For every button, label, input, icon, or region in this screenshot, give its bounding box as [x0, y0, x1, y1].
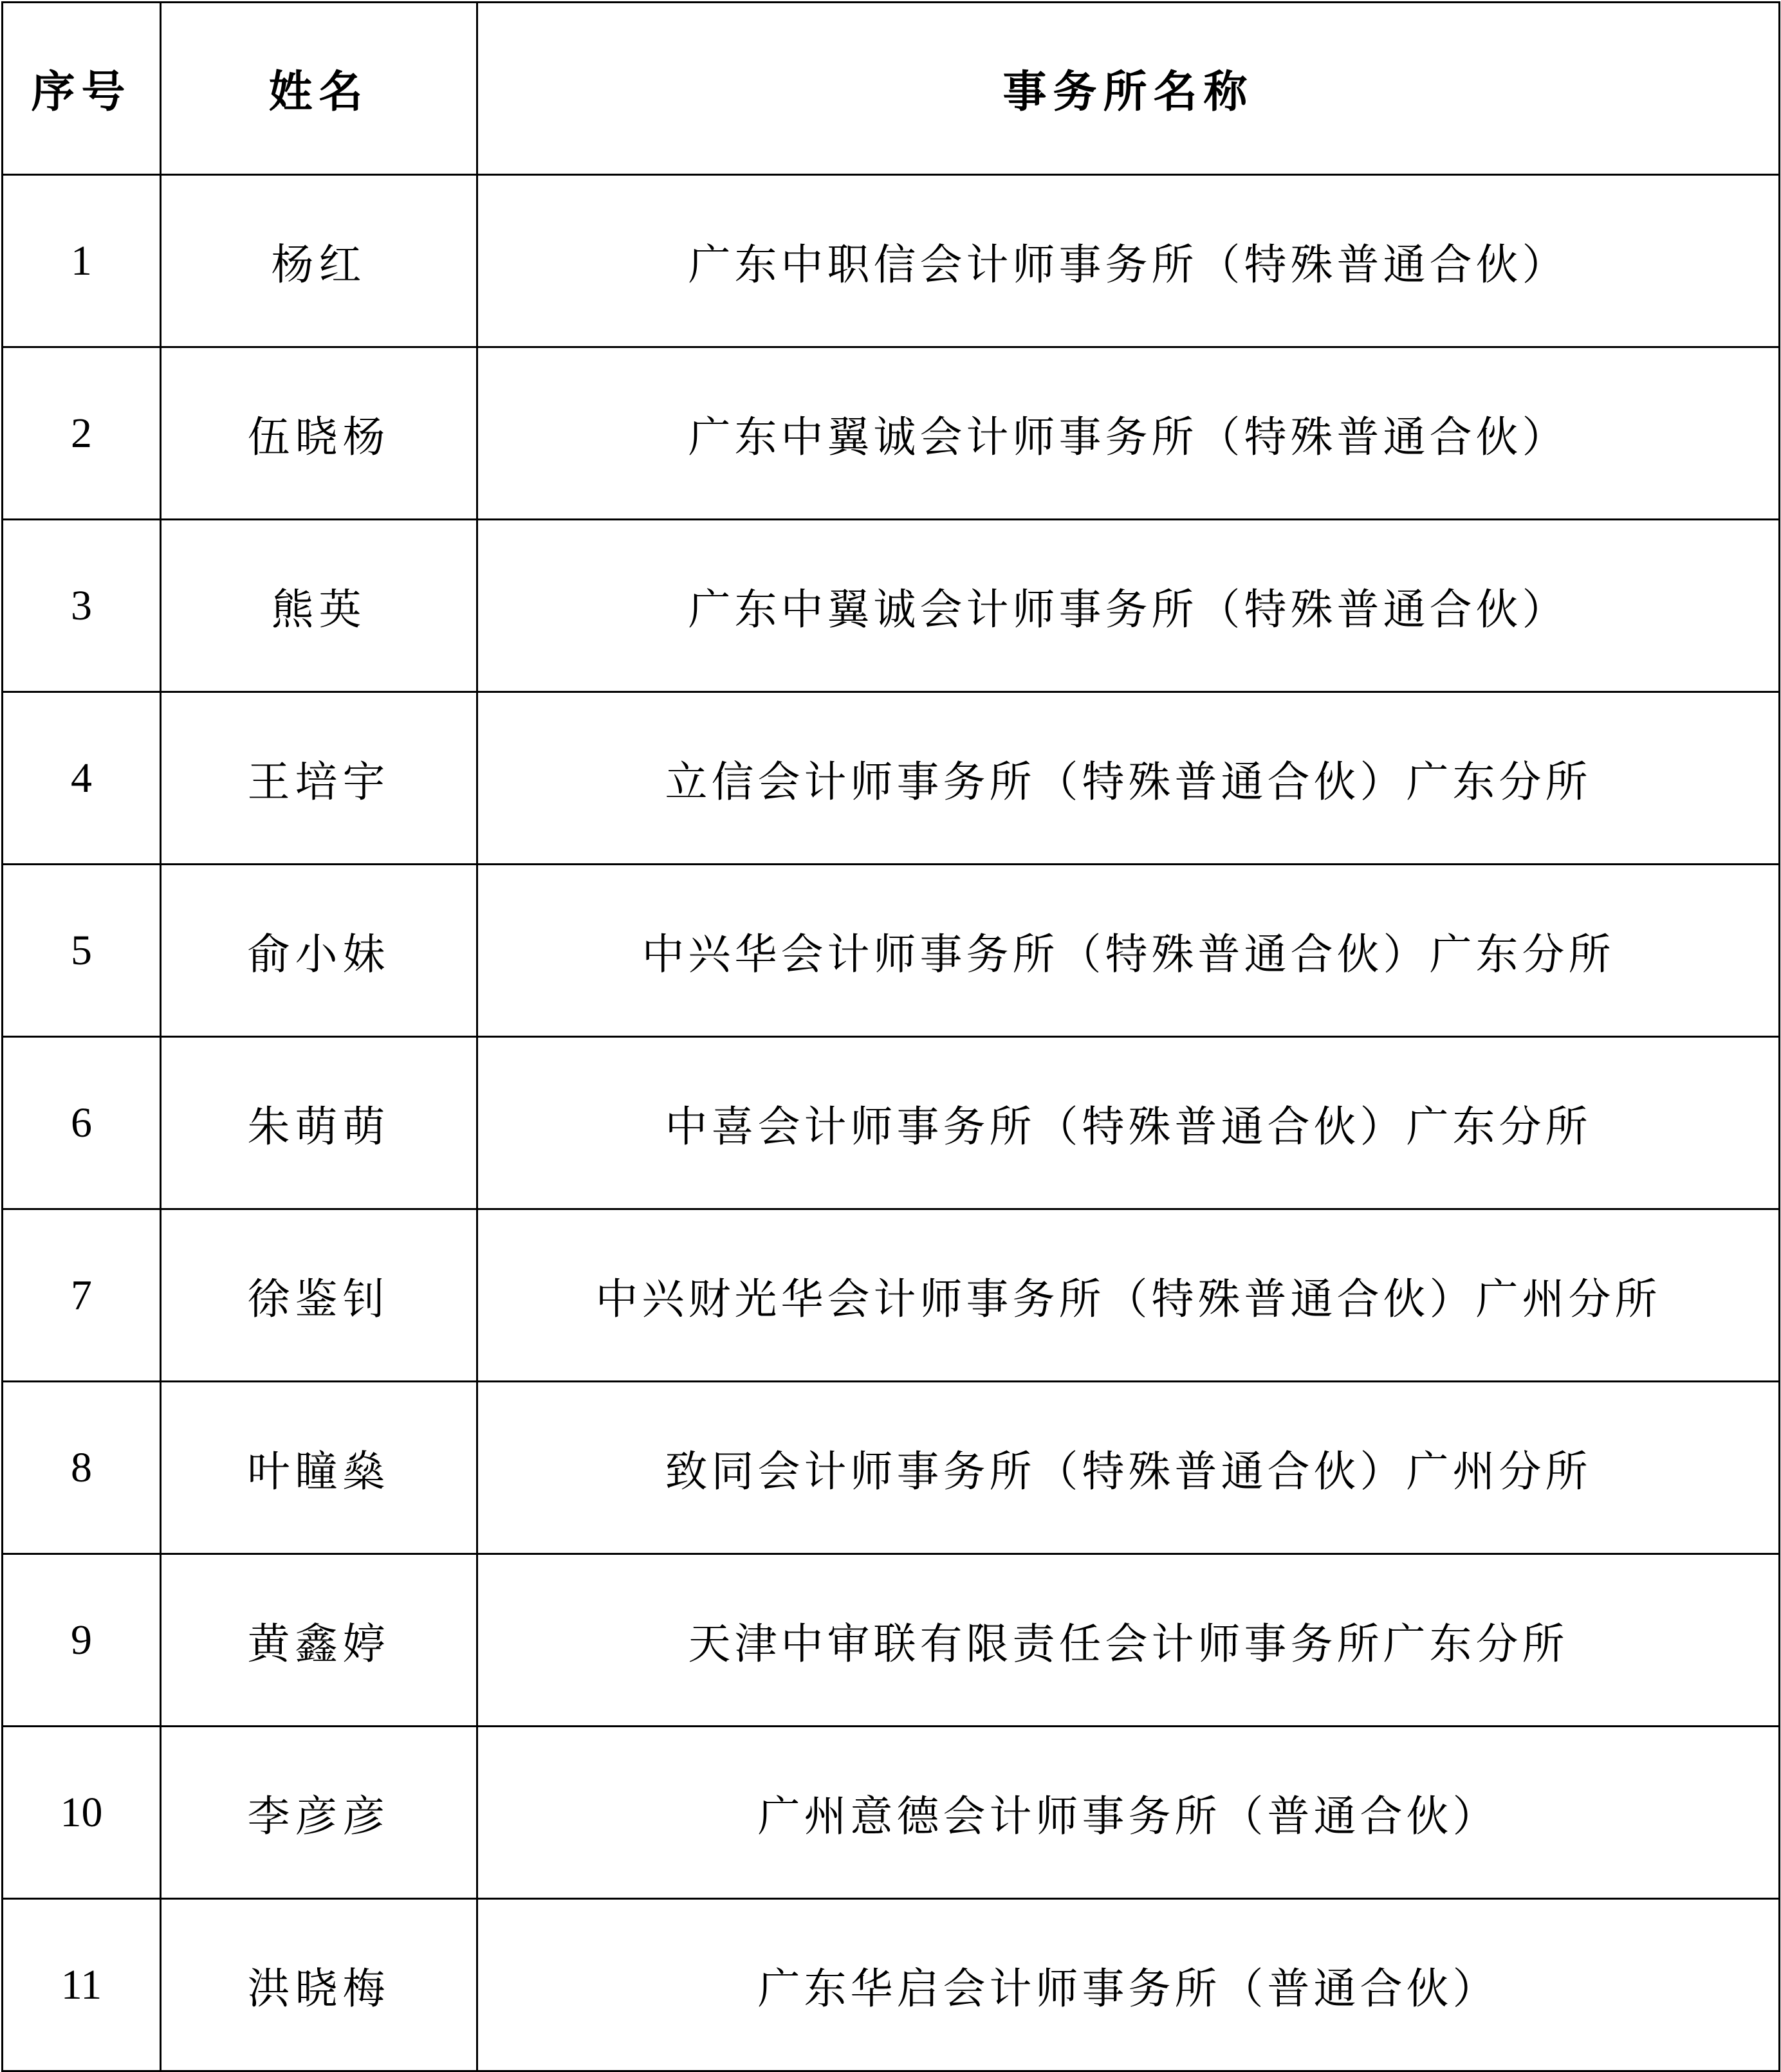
- cell-firm: 中喜会计师事务所（特殊普通合伙）广东分所: [477, 1037, 1780, 1209]
- table-row: [3, 1037, 1780, 1209]
- cell-name: 徐鉴钊: [161, 1209, 477, 1382]
- cell-firm: 立信会计师事务所（特殊普通合伙）广东分所: [477, 692, 1780, 865]
- cell-firm: 广东中翼诚会计师事务所（特殊普通合伙）: [477, 347, 1780, 520]
- cell-firm: 致同会计师事务所（特殊普通合伙）广州分所: [477, 1382, 1780, 1554]
- table-row: [3, 1382, 1780, 1554]
- header-name: 姓名: [161, 3, 477, 175]
- cell-name: 李彦彦: [161, 1727, 477, 1899]
- table-row: [3, 520, 1780, 692]
- cell-index: 4: [3, 692, 161, 865]
- header-firm: 事务所名称: [477, 3, 1780, 175]
- cell-firm: 天津中审联有限责任会计师事务所广东分所: [477, 1554, 1780, 1727]
- cell-index: 2: [3, 347, 161, 520]
- cell-index: 7: [3, 1209, 161, 1382]
- accountant-table: [1, 1, 1780, 2072]
- header-index: 序号: [3, 3, 161, 175]
- cell-firm: 广东华启会计师事务所（普通合伙）: [477, 1899, 1780, 2071]
- cell-index: 5: [3, 865, 161, 1037]
- cell-name: 朱萌萌: [161, 1037, 477, 1209]
- cell-index: 11: [3, 1899, 161, 2071]
- cell-index: 6: [3, 1037, 161, 1209]
- cell-name: 杨红: [161, 175, 477, 347]
- cell-firm: 中兴财光华会计师事务所（特殊普通合伙）广州分所: [477, 1209, 1780, 1382]
- cell-firm: 广东中翼诚会计师事务所（特殊普通合伙）: [477, 520, 1780, 692]
- cell-index: 1: [3, 175, 161, 347]
- table-header-row: [3, 3, 1780, 175]
- cell-name: 俞小妹: [161, 865, 477, 1037]
- cell-index: 8: [3, 1382, 161, 1554]
- cell-index: 9: [3, 1554, 161, 1727]
- cell-firm: 中兴华会计师事务所（特殊普通合伙）广东分所: [477, 865, 1780, 1037]
- cell-name: 伍晓杨: [161, 347, 477, 520]
- table-row: [3, 865, 1780, 1037]
- cell-name: 洪晓梅: [161, 1899, 477, 2071]
- cell-name: 王培宇: [161, 692, 477, 865]
- table-row: [3, 1727, 1780, 1899]
- cell-name: 叶瞳燊: [161, 1382, 477, 1554]
- cell-firm: 广州意德会计师事务所（普通合伙）: [477, 1727, 1780, 1899]
- cell-index: 3: [3, 520, 161, 692]
- table-row: [3, 1899, 1780, 2071]
- table-row: [3, 692, 1780, 865]
- table-row: [3, 175, 1780, 347]
- table-row: [3, 1554, 1780, 1727]
- cell-name: 黄鑫婷: [161, 1554, 477, 1727]
- cell-firm: 广东中职信会计师事务所（特殊普通合伙）: [477, 175, 1780, 347]
- table-row: [3, 347, 1780, 520]
- cell-name: 熊英: [161, 520, 477, 692]
- table-row: [3, 1209, 1780, 1382]
- cell-index: 10: [3, 1727, 161, 1899]
